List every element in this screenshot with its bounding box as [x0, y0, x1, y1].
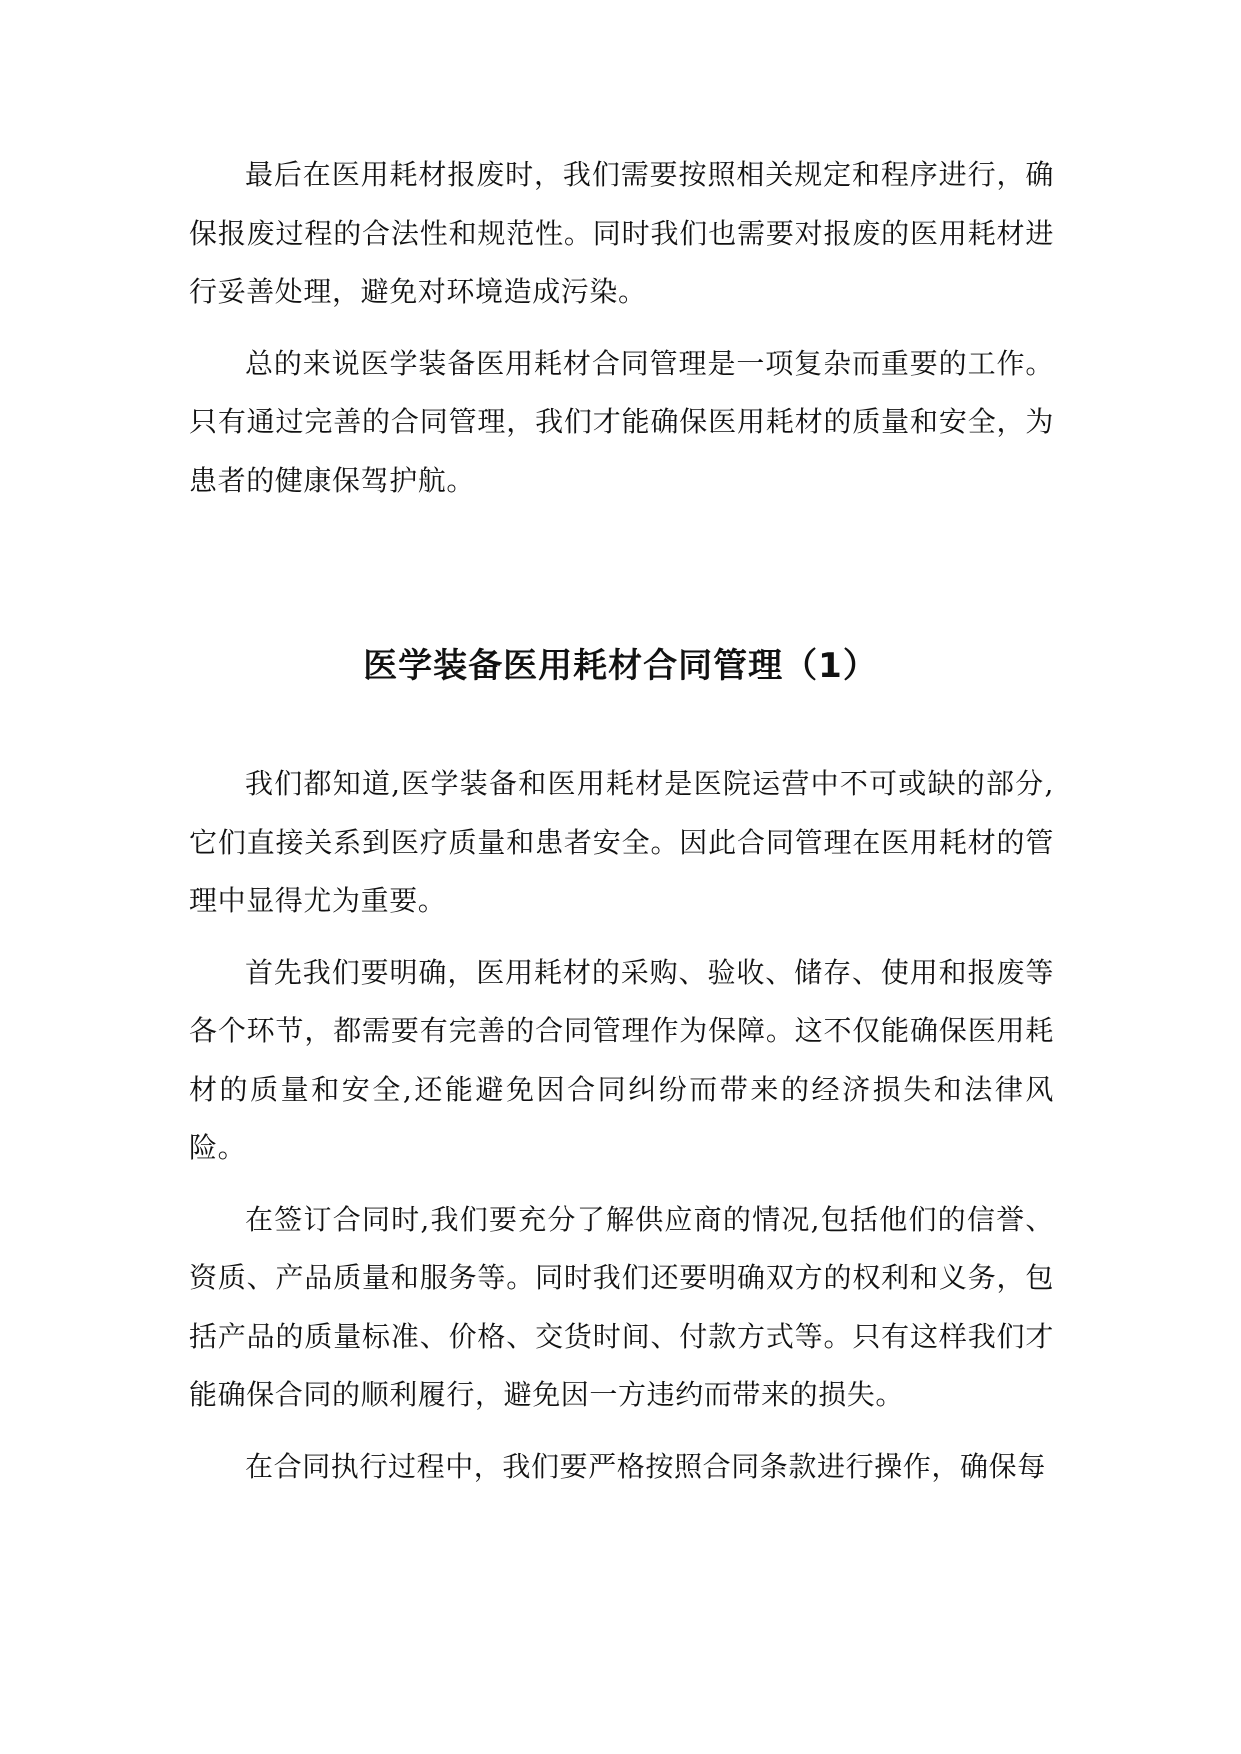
paragraph: 我们都知道,医学装备和医用耗材是医院运营中不可或缺的部分,它们直接关系到医疗质量和患者安全。因此合同管理在医用耗材的管理中显得尤为重要。: [189, 767, 1054, 917]
paragraph: 总的来说医学装备医用耗材合同管理是一项复杂而重要的工作。只有通过完善的合同管理，我们才能确保医用耗材的质量和安全，为患者的健康保驾护航。: [189, 346, 1054, 497]
paragraph: 在签订合同时,我们要充分了解供应商的情况,包括他们的信誉、资质、产品质量和服务等。同时我们还要明确双方的权利和义务，包括产品的质量标准、价格、交货时间、付款方式等。只有这样我们才能确保合同的顺利履行，避免因一方违约而带来的损失。: [189, 1202, 1054, 1411]
paragraph: 首先我们要明确，医用耗材的采购、验收、储存、使用和报废等各个环节，都需要有完善的合同管理作为保障。这不仅能确保医用耗材的质量和安全,还能避免因合同纠纷而带来的经济损失和法律风险。: [189, 955, 1054, 1164]
paragraph: 最后在医用耗材报废时，我们需要按照相关规定和程序进行，确保报废过程的合法性和规范性。同时我们也需要对报废的医用耗材进行妥善处理，避免对环境造成污染。: [189, 158, 1054, 308]
section-main-text: [189, 755, 1054, 1509]
section-previous-text: [189, 146, 1054, 510]
paragraph: 在合同执行过程中，我们要严格按照合同条款进行操作，确保每: [245, 1449, 1046, 1483]
section-heading: 医学装备医用耗材合同管理（1）: [363, 646, 878, 686]
